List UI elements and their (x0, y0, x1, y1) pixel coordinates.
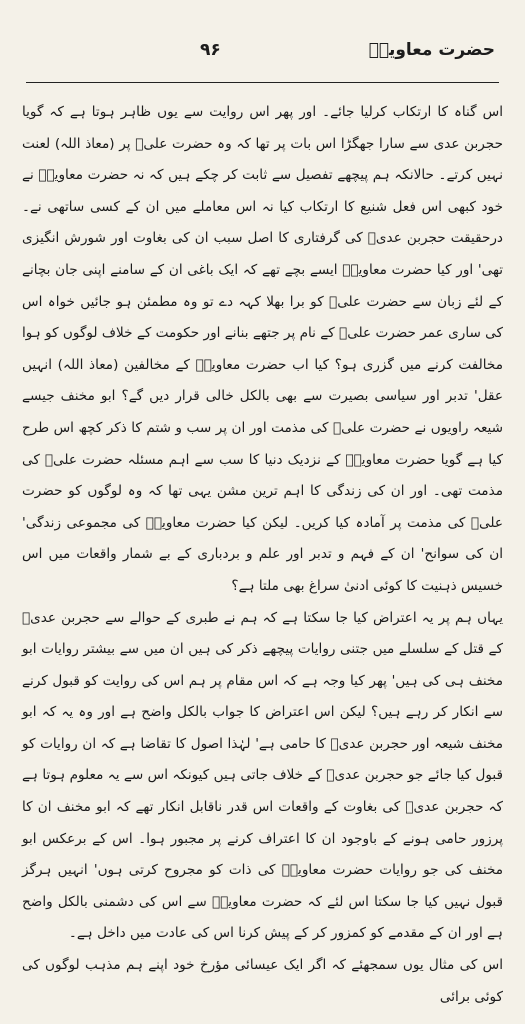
paragraph-3: اس کی مثال یوں سمجھئے کہ اگر ایک عیسائی مؤرخ خود اپنے ہم مذہب لوگوں کی کوئی برائی (22, 957, 503, 1005)
paragraph-1: اس گناہ کا ارتکاب کرلیا جائے۔ اور پھر اس روایت سے یوں ظاہر ہوتا ہے کہ گویا حجربن عدی سے سارا جھگڑا اس بات پر تھا کہ وہ حضرت علیؓ پر (معاذ اللہ) لعنت نہیں کرتے۔ حالانکہ ہم پیچھے تفصیل سے ثابت کر چکے ہیں کہ نہ حضرت معاویہؓ نے خود کبھی اس فعل شنیع کا ارتکاب کیا نہ اس معاملے میں ان کے کسی ساتھی نے۔ درحقیقت حجربن عدیؓ کی گرفتاری کا اصل سبب ان کی بغاوت اور شورش انگیزی تھی' اور کیا حضرت معاویہؓ ایسے بچے تھے کہ ایک باغی ان کے سامنے اپنی جان بچانے کے لئے زبان سے حضرت علیؓ کو برا بھلا کہہ دے تو وہ مطمئن ہو جائیں خواہ اس کی ساری عمر حضرت علیؓ کے نام پر جتھے بنانے اور حکومت کے خلاف لوگوں کو ہوا مخالفت کرنے میں گزری ہو؟ کیا اب حضرت معاویہؓ کے مخالفین (معاذ اللہ) انہیں عقل' تدبر اور سیاسی بصیرت سے بھی بالکل خالی قرار دیں گے؟ ابو مخنف جیسے شیعہ راویوں نے حضرت علیؓ کی مذمت اور ان پر سب و شتم کا ذکر کچھ اس طرح کیا ہے گویا حضرت معاویہؓ کے نزدیک دنیا کا سب سے اہم مسئلہ حضرت علیؓ کی مذمت تھی۔ اور ان کی زندگی کا اہم ترین مشن یہی تھا کہ وہ لوگوں کو حضرت علیؓ کی مذمت پر آمادہ کیا کریں۔ لیکن کیا حضرت معاویہؓ کی مجموعی زندگی' ان کی سوانح' ان کے فہم و تدبر اور علم و بردباری کے بے شمار واقعات میں اس خسیس ذہنیت کا کوئی ادنیٰ سراغ بھی ملتا ہے؟ (22, 104, 503, 594)
page-number: ۹۶ (200, 40, 221, 60)
paragraph-2: یہاں ہم پر یہ اعتراض کیا جا سکتا ہے کہ ہم نے طبری کے حوالے سے حجربن عدیؓ کے قتل کے سلسلے میں جتنی روایات پیچھے ذکر کی ہیں ان میں سے بیشتر روایات ابو مخنف ہی کی ہیں' پھر کیا وجہ ہے کہ اس مقام پر ہم اس کی روایت کو قبول کرنے سے انکار کر رہے ہیں؟ لیکن اس اعتراض کا جواب بالکل واضح ہے اور وہ یہ کہ ابو مخنف شیعہ اور حجربن عدیؓ کا حامی ہے' لہٰذا اصول کا تقاضا ہے کہ ان روایات کو قبول کیا جائے جو حجربن عدیؓ کے خلاف جاتی ہیں کیونکہ اس سے یہ معلوم ہوتا ہے کہ حجربن عدیؓ کی بغاوت کے واقعات اس قدر ناقابل انکار تھے کہ ابو مخنف ان کا پرزور حامی ہونے کے باوجود ان کا اعتراف کرنے پر مجبور ہوا۔ اس کے برعکس ابو مخنف کی جو روایات حضرت معاویہؓ کی ذات کو مجروح کرتی ہوں' انہیں ہرگز قبول نہیں کیا جا سکتا اس لئے کہ حضرت معاویہؓ سے اس کی دشمنی بالکل واضح ہے اور ان کے مقدمے کو کمزور کر کے پیش کرنا اس کی عادت میں داخل ہے۔ (22, 609, 503, 942)
page-header (22, 40, 503, 82)
header-rule (26, 82, 499, 83)
running-title: حضرت معاویہؓ (368, 40, 495, 60)
page-body (22, 97, 503, 1013)
